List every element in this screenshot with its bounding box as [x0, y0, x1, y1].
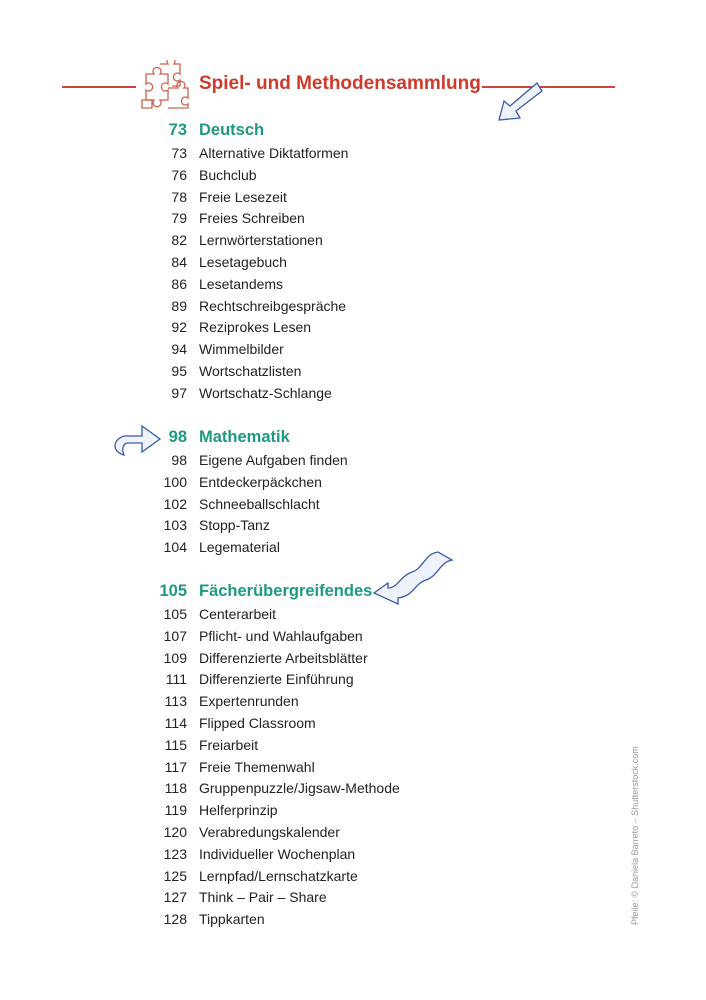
entry-page-number: 123: [163, 845, 187, 862]
entry-page-number: 105: [163, 606, 187, 622]
image-credit: Pfeile: © Daniela Barreto – Shutterstock.com: [630, 746, 640, 925]
entry-page-number: 95: [171, 362, 187, 379]
entry-list: [140, 143, 540, 405]
toc-entry[interactable]: [140, 383, 540, 405]
entry-list: [140, 604, 540, 931]
toc-entry[interactable]: [140, 515, 540, 537]
toc-entry[interactable]: [140, 296, 540, 318]
section-page-number: 98: [168, 428, 187, 446]
section-title: Fächerübergreifendes: [199, 582, 373, 600]
entry-label: Gruppenpuzzle/Jigsaw-Methode: [199, 780, 400, 797]
entry-label: Wortschatzlisten: [199, 362, 302, 379]
entry-page-number: 98: [171, 452, 187, 468]
entry-page-number: 79: [171, 210, 187, 227]
entry-page-number: 119: [164, 802, 187, 819]
toc-entry[interactable]: [140, 778, 540, 800]
entry-label: Differenzierte Arbeitsblätter: [199, 649, 368, 666]
toc-entry[interactable]: [140, 472, 540, 494]
entry-page-number: 113: [164, 693, 187, 710]
entry-page-number: 114: [164, 714, 187, 731]
toc-entry[interactable]: [140, 844, 540, 866]
section-title: Deutsch: [199, 121, 265, 139]
entry-page-number: 92: [171, 319, 187, 336]
entry-page-number: 115: [164, 736, 187, 753]
entry-page-number: 118: [164, 780, 187, 797]
arrow-down-left-icon: [495, 80, 545, 122]
entry-page-number: 84: [171, 253, 187, 270]
entry-page-number: 109: [163, 649, 187, 666]
entry-label: Alternative Diktatformen: [199, 145, 349, 161]
entry-page-number: 89: [171, 297, 187, 314]
entry-page-number: 76: [171, 166, 187, 183]
section-heading[interactable]: [140, 579, 540, 604]
section-page-number: 73: [168, 121, 187, 139]
entry-page-number: 107: [163, 627, 187, 644]
toc-entry[interactable]: [140, 604, 540, 626]
toc-entry[interactable]: [140, 537, 540, 559]
section-faecheruebergreifendes: [140, 579, 540, 931]
entry-page-number: 104: [163, 539, 187, 556]
section-title: Mathematik: [199, 428, 290, 446]
toc-entry[interactable]: [140, 735, 540, 757]
toc-entry[interactable]: [140, 317, 540, 339]
entry-page-number: 86: [171, 275, 187, 292]
entry-label: Entdeckerpäckchen: [199, 473, 322, 490]
entry-label: Tippkarten: [199, 911, 265, 928]
toc-entry[interactable]: [140, 713, 540, 735]
entry-label: Schneeballschlacht: [199, 495, 320, 512]
toc-entry[interactable]: [140, 339, 540, 361]
section-heading[interactable]: [140, 425, 540, 450]
entry-label: Reziprokes Lesen: [199, 319, 312, 336]
entry-label: Freies Schreiben: [199, 210, 305, 227]
entry-label: Expertenrunden: [199, 693, 299, 710]
toc-entry[interactable]: [140, 626, 540, 648]
entry-label: Freiarbeit: [199, 736, 259, 753]
entry-label: Freie Themenwahl: [199, 758, 315, 775]
toc-entry[interactable]: [140, 887, 540, 909]
entry-label: Individueller Wochenplan: [199, 845, 356, 862]
entry-page-number: 127: [163, 889, 187, 906]
entry-page-number: 128: [163, 911, 187, 928]
toc-entry[interactable]: [140, 866, 540, 888]
entry-page-number: 100: [163, 473, 187, 490]
section-deutsch: [140, 118, 540, 405]
toc-entry[interactable]: [140, 361, 540, 383]
entry-page-number: 120: [163, 823, 187, 840]
toc-entry[interactable]: [140, 165, 540, 187]
toc-entry[interactable]: [140, 909, 540, 931]
entry-label: Centerarbeit: [199, 606, 277, 622]
toc-entry[interactable]: [140, 494, 540, 516]
entry-label: Verabredungskalender: [199, 823, 340, 840]
entry-page-number: 117: [164, 758, 187, 775]
entry-list: [140, 450, 540, 559]
entry-label: Lesetagebuch: [199, 253, 287, 270]
entry-label: Rechtschreibgespräche: [199, 297, 347, 314]
toc-entry[interactable]: [140, 274, 540, 296]
entry-label: Legematerial: [199, 539, 280, 556]
toc-entry[interactable]: [140, 669, 540, 691]
toc-entry[interactable]: [140, 208, 540, 230]
toc-entry[interactable]: [140, 800, 540, 822]
entry-page-number: 94: [171, 341, 187, 358]
entry-page-number: 103: [163, 517, 187, 534]
title-rule-left: [62, 86, 136, 88]
entry-label: Lernwörterstationen: [199, 232, 323, 249]
entry-label: Think – Pair – Share: [199, 889, 327, 906]
puzzle-icon: [138, 60, 192, 112]
toc-entry[interactable]: [140, 450, 540, 472]
toc-entry[interactable]: [140, 230, 540, 252]
entry-label: Flipped Classroom: [199, 714, 316, 731]
entry-page-number: 78: [171, 188, 187, 205]
entry-label: Buchclub: [199, 166, 257, 183]
entry-label: Pflicht- und Wahlaufgaben: [199, 627, 363, 644]
toc-entry[interactable]: [140, 648, 540, 670]
entry-page-number: 125: [163, 867, 187, 884]
entry-label: Helferprinzip: [199, 802, 278, 819]
entry-page-number: 97: [171, 384, 187, 401]
entry-label: Lernpfad/Lernschatzkarte: [199, 867, 358, 884]
section-mathematik: [140, 425, 540, 559]
toc-entry[interactable]: [140, 757, 540, 779]
entry-label: Freie Lesezeit: [199, 188, 287, 205]
entry-page-number: 82: [171, 232, 187, 249]
entry-page-number: 102: [163, 495, 187, 512]
entry-label: Lesetandems: [199, 275, 284, 292]
section-page-number: 105: [159, 582, 187, 600]
entry-label: Eigene Aufgaben finden: [199, 452, 348, 468]
entry-label: Wortschatz-Schlange: [199, 384, 332, 401]
section-heading[interactable]: [140, 118, 540, 143]
entry-label: Wimmelbilder: [199, 341, 284, 358]
toc-entry[interactable]: [140, 252, 540, 274]
toc-entry[interactable]: [140, 822, 540, 844]
entry-page-number: 73: [171, 145, 187, 161]
page-title: Spiel- und Methodensammlung: [199, 73, 481, 94]
entry-page-number: 111: [165, 671, 187, 688]
toc-entry[interactable]: [140, 691, 540, 713]
entry-label: Differenzierte Einführung: [199, 671, 354, 688]
toc-entry[interactable]: [140, 187, 540, 209]
entry-label: Stopp-Tanz: [199, 517, 270, 534]
toc-entry[interactable]: [140, 143, 540, 165]
